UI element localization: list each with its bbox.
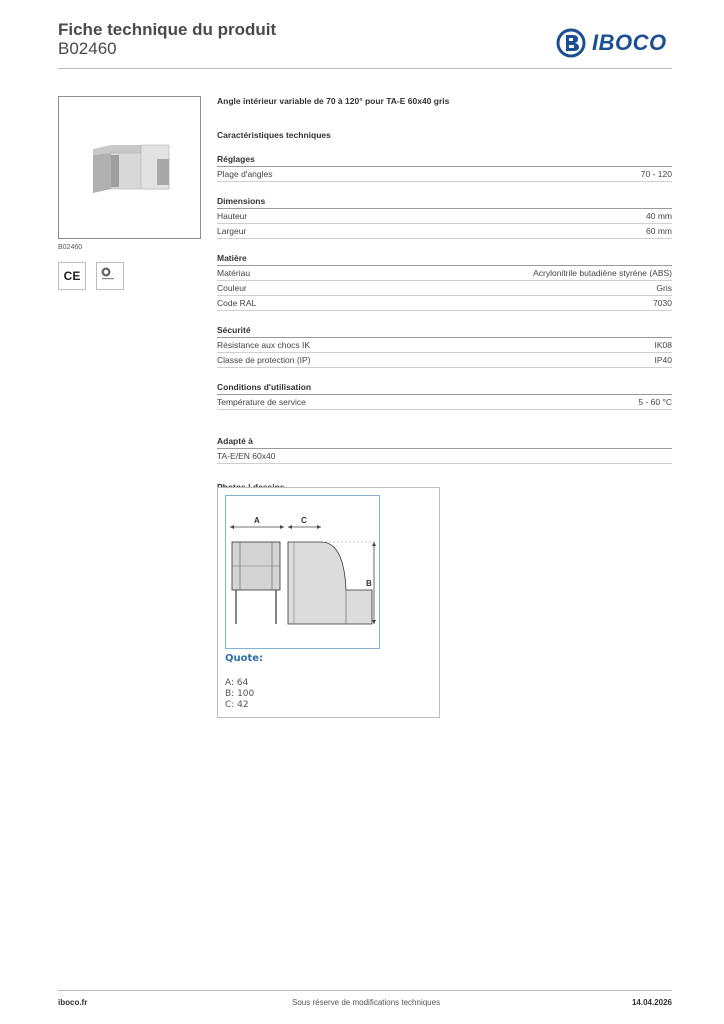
angle-fitting-image bbox=[59, 97, 200, 238]
spec-row bbox=[217, 296, 672, 311]
spec-content bbox=[217, 96, 672, 492]
header-divider bbox=[58, 68, 672, 69]
brand-name: IBOCO bbox=[592, 30, 667, 55]
compliance-seal-icon bbox=[96, 262, 124, 290]
section-title: Dimensions bbox=[217, 196, 672, 209]
drawing-frame bbox=[225, 495, 380, 649]
product-photo bbox=[58, 96, 201, 239]
iboco-logo-icon bbox=[556, 28, 586, 58]
spec-label: Couleur bbox=[217, 283, 247, 293]
dim-label-a: A bbox=[254, 516, 260, 525]
spec-label: TA-E/EN 60x40 bbox=[217, 451, 276, 461]
section-securite bbox=[217, 325, 672, 368]
footer-divider bbox=[58, 990, 672, 991]
quote-line: A: 64 bbox=[225, 678, 249, 688]
brand-logo bbox=[556, 26, 674, 60]
section-conditions bbox=[217, 382, 672, 410]
spec-label: Largeur bbox=[217, 226, 247, 236]
spec-value: 60 mm bbox=[646, 226, 672, 236]
section-title: Matière bbox=[217, 253, 672, 266]
section-title: Conditions d'utilisation bbox=[217, 382, 672, 395]
footer-note: Sous réserve de modifications techniques bbox=[292, 998, 441, 1007]
page-title: Fiche technique du produit bbox=[58, 20, 277, 39]
footer-site: iboco.fr bbox=[58, 998, 88, 1007]
photo-caption: B02460 bbox=[58, 244, 83, 251]
quote-title: Quote: bbox=[225, 653, 264, 664]
spec-row bbox=[217, 209, 672, 224]
spec-row bbox=[217, 395, 672, 410]
spec-label: Matériau bbox=[217, 268, 251, 278]
section-title: Réglages bbox=[217, 154, 672, 167]
section-adapte bbox=[217, 436, 672, 464]
spec-label: Plage d'angles bbox=[217, 169, 273, 179]
spec-row bbox=[217, 266, 672, 281]
spec-row bbox=[217, 353, 672, 368]
quote-line: B: 100 bbox=[225, 689, 255, 699]
dimension-drawing bbox=[226, 496, 379, 648]
product-code: B02460 bbox=[58, 39, 117, 58]
spec-label: Classe de protection (IP) bbox=[217, 355, 311, 365]
spec-value: 7030 bbox=[653, 298, 672, 308]
spec-value: 5 - 60 °C bbox=[638, 397, 672, 407]
technical-drawing bbox=[217, 487, 440, 718]
spec-row bbox=[217, 167, 672, 182]
spec-row bbox=[217, 338, 672, 353]
spec-value: Gris bbox=[656, 283, 672, 293]
spec-row bbox=[217, 224, 672, 239]
dim-label-b: B bbox=[366, 579, 372, 588]
spec-value: 40 mm bbox=[646, 211, 672, 221]
spec-value: Acrylonitrile butadiène styrène (ABS) bbox=[533, 268, 672, 278]
spec-label: Code RAL bbox=[217, 298, 257, 308]
quote-line: C: 42 bbox=[225, 700, 249, 710]
section-dimensions bbox=[217, 196, 672, 239]
spec-row bbox=[217, 449, 672, 464]
spec-value: IP40 bbox=[654, 355, 672, 365]
section-reglages bbox=[217, 154, 672, 182]
spec-value: 70 - 120 bbox=[640, 169, 672, 179]
section-matiere bbox=[217, 253, 672, 311]
spec-value: IK08 bbox=[654, 340, 672, 350]
dim-label-c: C bbox=[301, 516, 307, 525]
spec-label: Résistance aux chocs IK bbox=[217, 340, 311, 350]
product-title: Angle intérieur variable de 70 à 120° pour TA-E 60x40 gris bbox=[217, 96, 450, 106]
ce-mark-icon: CE bbox=[58, 262, 86, 290]
spec-row bbox=[217, 281, 672, 296]
section-title: Adapté à bbox=[217, 436, 672, 449]
footer-date: 14.04.2026 bbox=[631, 998, 672, 1007]
spec-label: Hauteur bbox=[217, 211, 248, 221]
spec-label: Température de service bbox=[217, 397, 306, 407]
specs-heading: Caractéristiques techniques bbox=[217, 130, 331, 140]
section-title: Sécurité bbox=[217, 325, 672, 338]
